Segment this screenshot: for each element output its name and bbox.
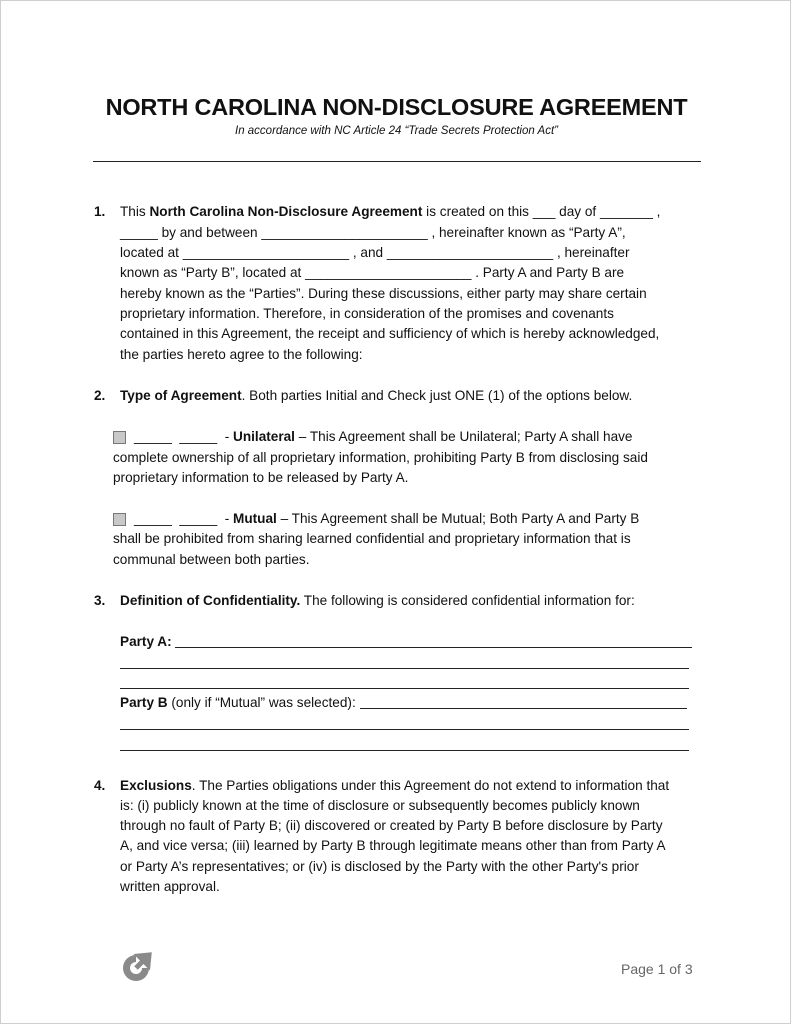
text-line — [120, 777, 669, 795]
text-segment: _____ by and between ______________________ , hereinafter known as “Party A”, — [120, 225, 626, 240]
text-line — [113, 449, 648, 467]
blank-fill-line[interactable] — [175, 647, 692, 648]
text-segment: communal between both parties. — [113, 552, 310, 567]
text-line — [120, 654, 689, 672]
text-segment: is: (i) publicly known at the time of disclosure or subsequently becomes publicly known — [120, 798, 640, 813]
text-segment: complete ownership of all proprietary information, prohibiting Party B from disclosing said — [113, 450, 648, 465]
text-segment: proprietary information. Therefore, in consideration of the promises and covenants — [120, 306, 614, 321]
blank-fill-line[interactable] — [120, 729, 689, 730]
bold-text: North Carolina Non-Disclosure Agreement — [149, 204, 423, 219]
bold-text: Type of Agreement — [120, 388, 242, 403]
text-segment: _____ _____ - — [134, 511, 234, 526]
text-segment: A, and vice versa; (iii) learned by Party B through legitimate means other than from Party A — [120, 838, 666, 853]
text-segment: hereby known as the “Parties”. During these discussions, either party may share certain — [120, 286, 647, 301]
text-segment: known as “Party B”, located at ______________________ . Party A and Party B are — [120, 265, 625, 280]
page-number: Page 1 of 3 — [621, 961, 693, 977]
text-line — [120, 285, 647, 303]
text-line — [120, 674, 689, 692]
text-segment: _____ _____ - — [134, 429, 234, 444]
text-segment: the parties hereto agree to the following: — [120, 347, 363, 362]
text-segment: shall be prohibited from sharing learned confidential and proprietary information that is — [113, 531, 631, 546]
text-line — [120, 694, 687, 712]
blank-fill-line[interactable] — [360, 708, 688, 709]
blank-fill-line[interactable] — [120, 668, 689, 669]
text-segment: is created on this ___ day of _______ , — [422, 204, 661, 219]
text-segment: contained in this Agreement, the receipt and sufficiency of which is hereby acknowledged, — [120, 326, 660, 341]
text-line — [120, 633, 692, 651]
redirect-arrow-logo-icon — [119, 951, 153, 985]
blank-fill-line[interactable] — [120, 688, 689, 689]
text-line — [120, 858, 639, 876]
section-number: 2. — [94, 388, 106, 403]
option-checkbox[interactable] — [113, 513, 126, 526]
text-line — [120, 244, 629, 262]
text-segment: . The Parties obligations under this Agreement do not extend to information that — [191, 778, 670, 793]
text-line — [113, 428, 632, 446]
text-line — [120, 325, 659, 343]
text-segment: The following is considered confidential information for: — [300, 593, 635, 608]
text-line — [120, 264, 624, 282]
bold-text: Party B — [120, 695, 168, 710]
text-line — [113, 530, 631, 548]
text-line — [113, 551, 309, 569]
text-line — [120, 837, 666, 855]
text-segment — [172, 633, 176, 651]
text-line — [120, 346, 363, 364]
text-segment: . Both parties Initial and Check just ONE (1) of the options below. — [241, 388, 633, 403]
document-title: NORTH CAROLINA NON-DISCLOSURE AGREEMENT — [105, 94, 688, 120]
document-subtitle: In accordance with NC Article 24 “Trade Secrets Protection Act” — [235, 125, 558, 137]
bold-text: Definition of Confidentiality. — [120, 593, 301, 608]
text-line — [120, 715, 689, 733]
title-divider — [93, 161, 701, 162]
text-segment: – This Agreement shall be Mutual; Both Party A and Party B — [276, 511, 640, 526]
section-number: 1. — [94, 204, 106, 219]
text-segment: or Party A’s representatives; or (iv) is disclosed by the Party with the other Party's prior — [120, 859, 639, 874]
text-line — [120, 736, 689, 754]
text-segment: written approval. — [120, 879, 220, 894]
text-segment: through no fault of Party B; (ii) discovered or created by Party B before disclosure by Party — [120, 818, 663, 833]
section-number: 4. — [94, 778, 106, 793]
section-number: 3. — [94, 593, 106, 608]
text-line — [120, 797, 640, 815]
text-segment: – This Agreement shall be Unilateral; Party A shall have — [294, 429, 633, 444]
text-line — [120, 817, 663, 835]
text-line — [113, 510, 639, 528]
text-segment: This — [120, 204, 150, 219]
text-line — [120, 224, 626, 242]
bold-text: Exclusions — [120, 778, 192, 793]
text-segment: located at ______________________ , and ______________________ , hereinafter — [120, 245, 630, 260]
text-segment: proprietary information to be released by Party A. — [113, 470, 409, 485]
bold-text: Party A: — [120, 634, 172, 649]
option-checkbox[interactable] — [113, 431, 126, 444]
text-line — [120, 592, 635, 610]
text-line — [120, 305, 614, 323]
blank-fill-line[interactable] — [120, 750, 689, 751]
text-line — [120, 878, 220, 896]
text-line — [113, 469, 408, 487]
text-line — [120, 387, 632, 405]
bold-text: Unilateral — [233, 429, 295, 444]
text-line — [120, 203, 660, 221]
bold-text: Mutual — [233, 511, 277, 526]
text-segment: (only if “Mutual” was selected): — [167, 695, 360, 710]
